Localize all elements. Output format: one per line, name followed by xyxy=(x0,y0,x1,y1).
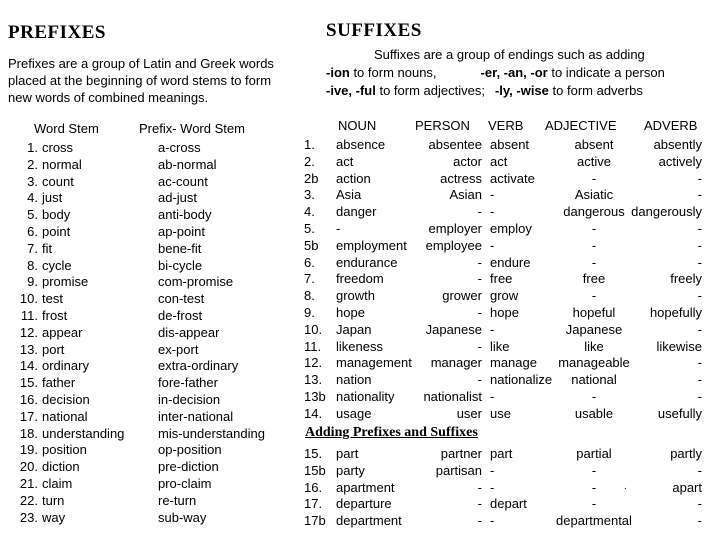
suffix-table xyxy=(300,118,720,421)
suffix-row-verb: absent xyxy=(490,137,530,152)
prefixed-word: fore-father xyxy=(158,375,218,391)
suffix-row-row-number: 6. xyxy=(304,254,315,270)
word-stem: normal xyxy=(42,156,82,172)
suffix-row-person: employee xyxy=(425,237,482,253)
suffix-row-noun: - xyxy=(336,221,341,236)
adding-row-noun: part xyxy=(336,446,359,461)
suffix-row-row-number: 10. xyxy=(304,321,323,337)
adding-row-row-number: 16. xyxy=(304,479,323,495)
suffix-row-adjective: active xyxy=(577,153,611,169)
prefix-row-number: 15. xyxy=(19,375,38,391)
suffix-row-verb: - xyxy=(490,237,495,253)
suffix-row-person: - xyxy=(477,338,482,354)
prefixed-word: op-position xyxy=(158,442,222,458)
prefixed-word: con-test xyxy=(158,291,205,307)
suffix-row-noun: endurance xyxy=(336,254,398,270)
suffix-row-person: Japanese xyxy=(425,321,482,337)
prefix-row-number: 6. xyxy=(27,224,38,239)
prefix-row-number: 7. xyxy=(27,240,38,256)
suffix-row-noun: Asia xyxy=(336,187,362,203)
prefixes-title: PREFIXES xyxy=(8,22,106,43)
suffix-row-person: actor xyxy=(453,153,482,169)
adjective-suffix: -ive, -ful xyxy=(326,83,376,98)
prefix-word-stem-header: Prefix- Word Stem xyxy=(139,121,245,136)
prefix-row-number: 23. xyxy=(19,509,38,525)
suffix-row-verb: employ xyxy=(490,221,532,236)
adding-row-adverb: partly xyxy=(670,446,702,461)
word-stem: way xyxy=(42,509,66,525)
word-stem: cycle xyxy=(42,257,72,273)
verb-header: VERB xyxy=(488,118,524,133)
suffix-row-noun: action xyxy=(336,170,371,186)
suffix-row-noun: hope xyxy=(336,305,365,320)
suffix-row-adverb: absently xyxy=(653,137,702,152)
prefix-row-number: 20. xyxy=(19,459,38,475)
adding-table xyxy=(300,446,720,536)
word-stem: diction xyxy=(42,459,80,475)
suffix-row-adjective: - xyxy=(591,170,597,186)
prefixed-word: extra-ordinary xyxy=(158,358,239,374)
adding-row-adverb: apart xyxy=(672,479,702,495)
suffix-row-person: absentee xyxy=(428,137,482,152)
adverb-suffix-desc: to form adverbs xyxy=(548,83,643,98)
suffix-row-row-number: 9. xyxy=(304,305,315,320)
adding-row-adverb: - xyxy=(697,496,702,512)
adding-row-person: partner xyxy=(440,446,482,461)
suffix-row-noun: growth xyxy=(336,288,376,304)
adding-row-adverb: - xyxy=(697,462,702,478)
suffix-row-verb: free xyxy=(490,271,513,287)
word-stem: turn xyxy=(42,492,65,508)
suffix-row-verb: - xyxy=(490,389,495,404)
suffix-row-noun: employment xyxy=(336,237,407,253)
prefixed-word: bene-fit xyxy=(158,240,202,256)
adding-row-row-number: 17. xyxy=(304,496,323,512)
prefixed-word: ab-normal xyxy=(158,156,217,172)
word-stem: port xyxy=(42,341,65,357)
word-stem: cross xyxy=(42,140,74,155)
prefix-row-number: 3. xyxy=(27,173,38,189)
suffix-row-noun: danger xyxy=(336,204,377,220)
suffix-row-adjective: absent xyxy=(574,137,614,152)
prefix-row-number: 18. xyxy=(19,425,38,441)
adding-row-verb: depart xyxy=(490,496,527,512)
suffix-row-person: manager xyxy=(430,355,482,371)
word-stem: body xyxy=(42,207,71,223)
suffix-row-person: - xyxy=(477,372,482,388)
suffix-row-row-number: 2b xyxy=(304,170,319,186)
suffix-row-verb: - xyxy=(490,187,495,203)
prefix-row-number: 10. xyxy=(19,291,38,307)
noun-suffix-desc: to form nouns, xyxy=(349,65,437,80)
suffix-row-row-number: 12. xyxy=(304,355,323,371)
adding-row-person: partisan xyxy=(435,462,482,478)
suffix-row-noun: usage xyxy=(336,405,372,421)
word-stem: appear xyxy=(42,324,83,340)
suffix-row-noun: absence xyxy=(336,137,386,152)
suffix-row-adjective: Japanese xyxy=(565,321,623,337)
suffix-row-row-number: 3. xyxy=(304,187,315,203)
suffix-row-row-number: 5b xyxy=(304,237,319,253)
suffix-row-noun: nation xyxy=(336,372,372,388)
suffixes-title: SUFFIXES xyxy=(326,20,422,41)
prefixed-word: pre-diction xyxy=(158,459,219,475)
suffix-row-verb: use xyxy=(490,405,511,421)
suffix-row-person: employer xyxy=(428,221,482,236)
adding-row-adjective: departmental xyxy=(556,513,632,529)
word-stem: position xyxy=(42,442,87,458)
suffix-row-person: Asian xyxy=(449,187,482,203)
noun-suffix: -ion xyxy=(326,65,350,80)
suffix-row-adjective: hopeful xyxy=(572,305,616,320)
word-stem: fit xyxy=(42,240,53,256)
adding-row-row-number: 17b xyxy=(304,513,326,529)
adding-row-noun: party xyxy=(336,462,365,478)
prefixed-word: in-decision xyxy=(158,392,221,407)
prefixed-word: de-frost xyxy=(158,308,203,323)
adding-row-noun: departure xyxy=(336,496,392,512)
adverb-suffix: -ly, -wise xyxy=(494,83,549,98)
prefix-row-number: 9. xyxy=(27,274,38,290)
suffix-row-verb: nationalize xyxy=(490,372,553,388)
adding-row-adjective: - xyxy=(591,479,597,495)
word-stem: point xyxy=(42,224,71,239)
prefix-row-number: 19. xyxy=(19,442,38,458)
suffix-row-person: nationalist xyxy=(423,389,482,404)
prefixes-intro-line: new words of combined meanings. xyxy=(8,90,209,105)
suffix-row-adverb: freely xyxy=(670,271,702,287)
suffix-row-adverb: dangerously xyxy=(631,204,702,220)
suffix-row-row-number: 11. xyxy=(304,338,322,354)
word-stem: just xyxy=(42,190,63,206)
word-stem: ordinary xyxy=(42,358,89,374)
suffix-row-row-number: 5. xyxy=(304,221,315,236)
suffix-row-adverb: hopefully xyxy=(649,305,702,320)
prefixed-word: ex-port xyxy=(158,341,199,357)
word-stem: understanding xyxy=(42,425,125,441)
prefixes-intro-line: Prefixes are a group of Latin and Greek words xyxy=(8,56,274,71)
suffix-row-adverb: - xyxy=(697,187,702,203)
suffix-row-adverb: - xyxy=(697,288,702,304)
adding-row-person: - xyxy=(477,479,482,495)
adding-row-verb: part xyxy=(490,446,513,461)
suffix-row-adverb: - xyxy=(697,372,702,388)
suffix-row-adjective: free xyxy=(582,271,606,287)
adding-row-noun: apartment xyxy=(336,479,395,495)
suffix-row-verb: manage xyxy=(490,355,537,371)
noun-header: NOUN xyxy=(338,118,377,133)
suffix-row-adjective: - xyxy=(591,389,597,404)
suffix-row-noun: freedom xyxy=(336,271,384,287)
suffix-row-row-number: 13. xyxy=(304,372,323,388)
suffixes-intro-line: Suffixes are a group of endings such as adding xyxy=(374,47,645,62)
suffix-row-row-number: 2. xyxy=(304,153,315,169)
adding-row-verb: - xyxy=(490,462,495,478)
prefixed-word: re-turn xyxy=(158,492,197,508)
prefix-row-number: 16. xyxy=(19,392,38,407)
suffix-row-person: - xyxy=(477,271,482,287)
suffix-row-adverb: - xyxy=(697,221,702,236)
word-stem: decision xyxy=(42,392,90,407)
suffix-row-person: user xyxy=(456,405,482,421)
suffix-row-adverb: - xyxy=(697,170,702,186)
adding-row-row-number: 15b xyxy=(304,462,326,478)
suffix-row-row-number: 7. xyxy=(304,271,315,287)
suffix-row-row-number: 14. xyxy=(304,405,323,421)
suffix-row-person: actress xyxy=(440,170,482,186)
prefixed-word: ad-just xyxy=(158,190,198,206)
person-suffix-desc: to indicate a person xyxy=(547,65,665,80)
adding-row-verb: - xyxy=(490,479,495,495)
prefix-row-number: 5. xyxy=(27,207,38,223)
adding-row-adjective: - xyxy=(591,462,597,478)
suffix-row-person: - xyxy=(477,305,482,320)
adding-row-noun: department xyxy=(336,513,402,529)
suffix-row-verb: endure xyxy=(490,254,531,270)
stray-mark: . xyxy=(624,481,627,492)
suffixes-intro-line xyxy=(326,64,665,82)
suffix-row-adverb: actively xyxy=(658,153,702,169)
suffix-row-noun: management xyxy=(336,355,412,371)
adverb-header: ADVERB xyxy=(644,118,698,133)
suffix-row-row-number: 4. xyxy=(304,204,315,220)
prefixed-word: a-cross xyxy=(158,140,201,155)
prefixes-intro-line: placed at the beginning of word stems to form xyxy=(8,73,272,88)
suffix-row-person: - xyxy=(477,254,482,270)
suffix-row-row-number: 13b xyxy=(304,389,326,404)
adding-row-adverb: - xyxy=(697,513,702,529)
adding-row-person: - xyxy=(477,513,482,529)
suffixes-intro xyxy=(326,46,665,100)
prefixed-word: sub-way xyxy=(158,509,207,525)
suffix-row-adverb: - xyxy=(697,321,702,337)
suffix-row-adjective: - xyxy=(591,221,597,236)
person-suffix: -er, -an, -or xyxy=(480,65,548,80)
prefixed-word: com-promise xyxy=(158,274,234,290)
suffix-row-adverb: - xyxy=(697,254,702,270)
suffix-row-adjective: usable xyxy=(574,405,614,421)
suffix-row-adjective: national xyxy=(571,372,617,388)
prefixed-word: ap-point xyxy=(158,224,205,239)
suffix-row-person: - xyxy=(477,204,482,220)
prefixed-word: ac-count xyxy=(158,173,208,189)
prefix-row-number: 21. xyxy=(19,476,38,491)
prefixes-intro xyxy=(8,55,274,106)
suffix-row-adverb: likewise xyxy=(656,338,702,354)
person-header: PERSON xyxy=(415,118,470,133)
word-stem: claim xyxy=(42,476,73,491)
suffix-row-verb: - xyxy=(490,204,495,220)
suffix-row-row-number: 1. xyxy=(304,137,315,152)
suffix-row-verb: - xyxy=(490,321,495,337)
suffix-row-adverb: usefully xyxy=(657,405,702,421)
suffix-row-adjective: dangerous xyxy=(563,204,625,220)
suffix-row-adjective: - xyxy=(591,254,597,270)
prefix-row-number: 11. xyxy=(20,308,38,323)
suffix-row-verb: activate xyxy=(490,170,535,186)
suffix-row-verb: like xyxy=(490,338,510,354)
adding-row-adjective: partial xyxy=(576,446,612,461)
prefixed-word: anti-body xyxy=(158,207,212,223)
prefixed-word: dis-appear xyxy=(158,324,220,340)
prefix-row-number: 1. xyxy=(27,140,38,155)
adding-title: Adding Prefixes and Suffixes xyxy=(305,425,478,440)
suffix-row-adverb: - xyxy=(697,237,702,253)
suffix-row-adjective: manageable xyxy=(558,355,630,371)
prefix-row-number: 8. xyxy=(27,257,38,273)
prefix-row-number: 17. xyxy=(19,408,38,424)
word-stem: frost xyxy=(42,308,68,323)
suffix-row-adjective: like xyxy=(584,338,604,354)
prefix-row-number: 12. xyxy=(19,324,38,340)
prefix-row-number: 14. xyxy=(19,358,38,374)
suffix-row-noun: likeness xyxy=(336,338,383,354)
prefix-table xyxy=(0,121,300,531)
suffix-row-noun: act xyxy=(336,153,354,169)
adjective-header: ADJECTIVE xyxy=(545,118,617,133)
suffix-row-verb: act xyxy=(490,153,508,169)
prefix-row-number: 4. xyxy=(27,190,38,206)
adjective-suffix-desc: to form adjectives; xyxy=(375,83,485,98)
suffix-row-row-number: 8. xyxy=(304,288,315,304)
word-stem: national xyxy=(42,408,88,424)
suffix-row-adverb: - xyxy=(697,355,702,371)
suffix-row-noun: nationality xyxy=(336,389,395,404)
prefix-row-number: 22. xyxy=(19,492,38,508)
suffix-row-adjective: Asiatic xyxy=(574,187,614,203)
adding-row-row-number: 15. xyxy=(304,446,323,461)
prefix-row-number: 13. xyxy=(19,341,38,357)
word-stem-header: Word Stem xyxy=(34,121,99,136)
word-stem: father xyxy=(42,375,76,391)
suffix-row-verb: hope xyxy=(490,305,519,320)
suffix-row-adverb: - xyxy=(697,389,702,404)
word-stem: promise xyxy=(42,274,89,290)
suffix-row-person: grower xyxy=(442,288,482,304)
prefixed-word: pro-claim xyxy=(158,476,212,491)
adding-row-person: - xyxy=(477,496,482,512)
prefixed-word: inter-national xyxy=(158,408,234,424)
prefix-row-number: 2. xyxy=(27,156,38,172)
suffix-row-noun: Japan xyxy=(336,321,372,337)
adding-row-verb: - xyxy=(490,513,495,529)
adding-row-adjective: - xyxy=(591,496,597,512)
suffixes-intro-line xyxy=(326,82,665,100)
word-stem: test xyxy=(42,291,63,307)
word-stem: count xyxy=(42,173,74,189)
prefixed-word: mis-understanding xyxy=(158,425,265,441)
suffix-row-verb: grow xyxy=(490,288,519,304)
suffix-row-adjective: - xyxy=(591,237,597,253)
suffix-row-adjective: - xyxy=(591,288,597,304)
prefixed-word: bi-cycle xyxy=(158,257,203,273)
